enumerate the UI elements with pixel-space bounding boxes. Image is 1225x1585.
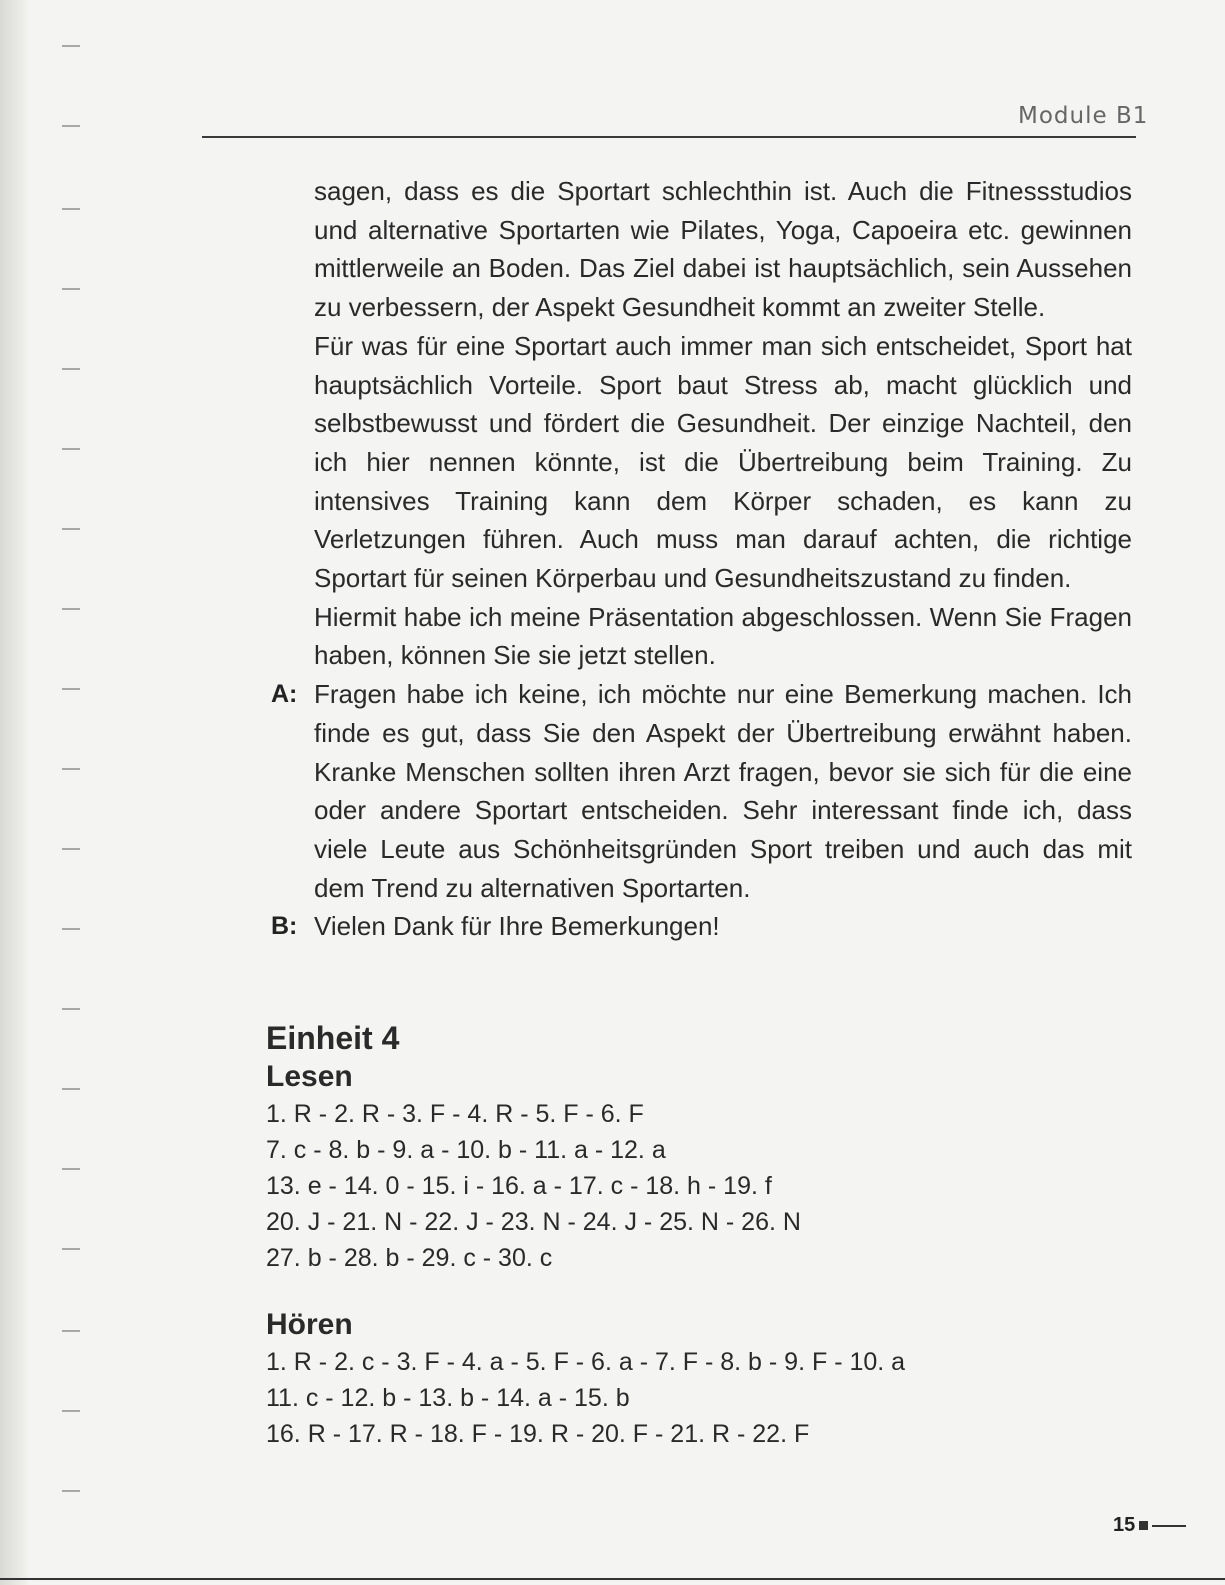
answer-row: 11. c - 12. b - 13. b - 14. a - 15. b [266, 1384, 630, 1412]
page-number-rule [1152, 1525, 1186, 1527]
answer-key [266, 1018, 966, 1452]
scan-shadow [0, 0, 28, 1585]
margin-tick [62, 1490, 80, 1492]
answer-row: 7. c - 8. b - 9. a - 10. b - 11. a - 12. a [266, 1136, 666, 1164]
dialogue-b [271, 907, 1132, 946]
page-number [1113, 1514, 1186, 1537]
scan-bottom-edge [0, 1578, 1225, 1580]
section-spacer [266, 1276, 966, 1306]
speaker-label-a: A: [271, 680, 298, 709]
margin-tick [62, 448, 80, 450]
body-text [271, 172, 1132, 946]
margin-tick [62, 608, 80, 610]
margin-tick [62, 125, 80, 127]
paragraph: Für was für eine Sportart auch immer man sich entscheidet, Sport hat hauptsächlich Vorteile. Sport baut Stress ab, macht glücklich und selbstbewusst und fördert die Gesundheit. Der einzige Nachteil, den ich hier nennen könnte, ist die Übertreibung beim Training. Zu intensives Training kann dem Körper schaden, es kann zu Verletzungen führen. Auch muss man darauf achten, die richtige Sportart für seinen Körperbau und Gesundheitszustand zu finden. [314, 330, 1132, 594]
margin-tick [62, 768, 80, 770]
section-heading-lesen: Lesen [266, 1060, 353, 1093]
speaker-label-b: B: [271, 912, 298, 941]
paragraph: sagen, dass es die Sportart schlechthin ist. Auch die Fitnessstudios und alternative Sportarten wie Pilates, Yoga, Capoeira etc. gewinnen mittlerweile an Boden. Das Ziel dabei ist hauptsächlich, sein Aussehen zu verbessern, der Aspekt Gesundheit kommt an zweiter Stelle. [314, 176, 1132, 323]
margin-tick [62, 528, 80, 530]
dialogue-text-b: Vielen Dank für Ihre Bemerkungen! [314, 911, 720, 942]
answer-row: 20. J - 21. N - 22. J - 23. N - 24. J - 25. N - 26. N [266, 1208, 801, 1236]
header-rule [202, 136, 1136, 138]
margin-tick [62, 1330, 80, 1332]
answer-row: 16. R - 17. R - 18. F - 19. R - 20. F - 21. R - 22. F [266, 1420, 810, 1448]
margin-tick [62, 928, 80, 930]
margin-tick [62, 1008, 80, 1010]
margin-tick [62, 288, 80, 290]
margin-tick [62, 368, 80, 370]
running-header: Module B1 [1018, 103, 1149, 129]
dialogue-text-a: Fragen habe ich keine, ich möchte nur eine Bemerkung machen. Ich finde es gut, dass Sie den Aspekt der Übertreibung erwähnt haben. Kranke Menschen sollten ihren Arzt fragen, bevor sie sich für die eine oder andere Sportart entscheiden. Sehr interessant finde ich, dass viele Leute aus Schönheitsgründen Sport treiben und auch das mit dem Trend zu alternativen Sportarten. [314, 679, 1132, 903]
unit-heading: Einheit 4 [266, 1020, 400, 1056]
answer-row: 13. e - 14. 0 - 15. i - 16. a - 17. c - 18. h - 19. f [266, 1172, 772, 1200]
dialogue-a [271, 675, 1132, 907]
margin-tick [62, 1088, 80, 1090]
square-bullet-icon [1139, 1521, 1148, 1530]
margin-tick [62, 45, 80, 47]
paragraph: Hiermit habe ich meine Präsentation abgeschlossen. Wenn Sie Fragen haben, können Sie sie jetzt stellen. [314, 601, 1132, 671]
margin-tick [62, 208, 80, 210]
margin-tick [62, 1168, 80, 1170]
page-number-text: 15 [1113, 1514, 1136, 1536]
margin-tick [62, 1248, 80, 1250]
answer-row: 1. R - 2. c - 3. F - 4. a - 5. F - 6. a - 7. F - 8. b - 9. F - 10. a [266, 1348, 906, 1376]
answer-row: 1. R - 2. R - 3. F - 4. R - 5. F - 6. F [266, 1100, 644, 1128]
margin-tick [62, 688, 80, 690]
section-heading-hoeren: Hören [266, 1308, 353, 1341]
margin-tick-marks [62, 0, 82, 1585]
answer-row: 27. b - 28. b - 29. c - 30. c [266, 1244, 553, 1272]
margin-tick [62, 848, 80, 850]
margin-tick [62, 1410, 80, 1412]
